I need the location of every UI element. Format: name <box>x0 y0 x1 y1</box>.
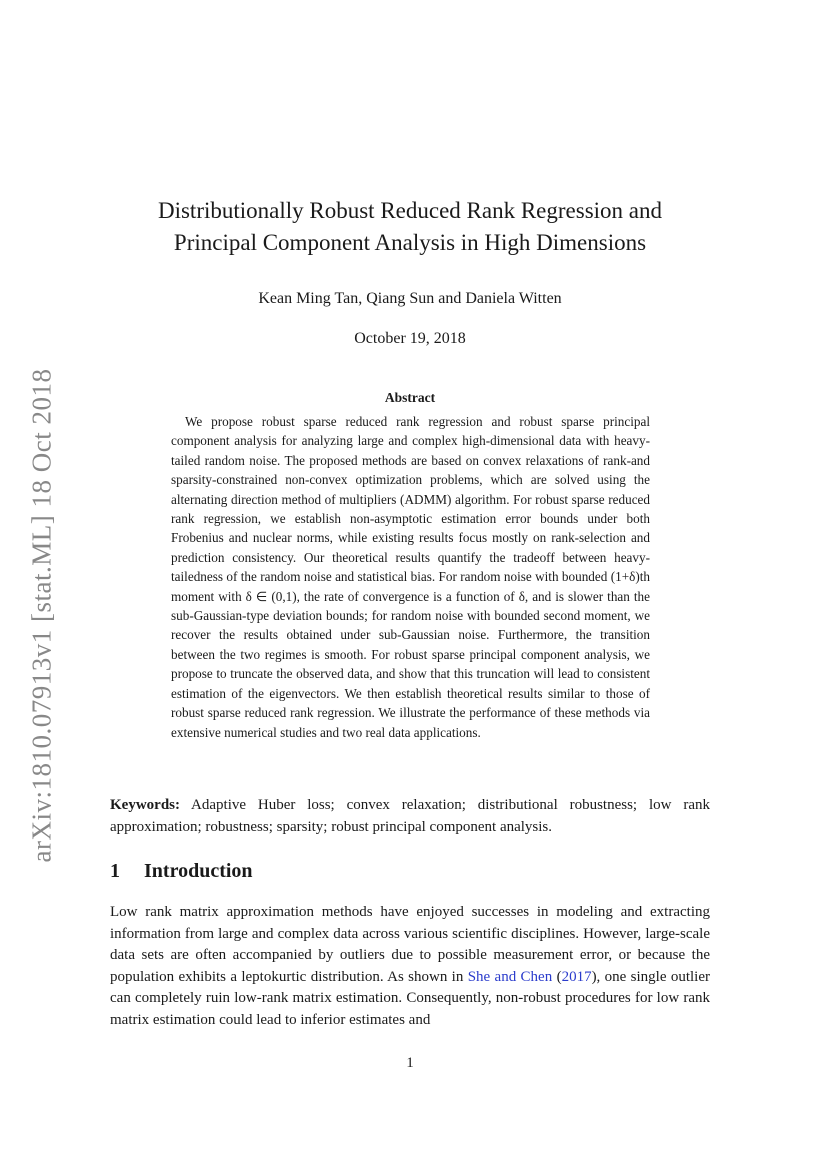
author-list: Kean Ming Tan, Qiang Sun and Daniela Witten <box>258 290 562 307</box>
section-number: 1 <box>110 860 120 882</box>
arxiv-identifier: arXiv:1810.07913v1 [stat.ML] 18 Oct 2018 <box>26 368 57 862</box>
intro-text-end: ), one single outlier can completely ruin low-rank matrix estimation. Consequently, non-robust procedures for low rank matrix estimation could lead to inferior estimates and <box>110 968 710 1028</box>
abstract-heading: Abstract <box>384 390 436 405</box>
introduction-paragraph <box>110 902 710 1032</box>
citation-open-paren: ( <box>552 968 562 985</box>
paper-title <box>110 195 710 259</box>
title-line-1: Distributionally Robust Reduced Rank Regression and <box>157 198 663 223</box>
intro-text-start: Low rank matrix approximation methods have enjoyed successes in modeling and extracting information from large and complex data across various scientific disciplines. However, large-scale data sets are often accompanied by outliers due to possible measurement error, or because the population exhibits a leptokurtic distribution. As shown in <box>110 904 710 985</box>
abstract-text: We propose robust sparse reduced rank regression and robust sparse principal component analysis for analyzing large and complex high-dimensional data with heavy-tailed random noise. The proposed methods are based on convex relaxations of rank-and sparsity-constrained non-convex optimization problems, which are solved using the alternating direction method of multipliers (ADMM) algorithm. For robust sparse reduced rank regression, we establish non-asymptotic estimation error bounds under both Frobenius and nuclear norms, while existing results focus mostly on rank-selection and prediction consistency. Our theoretical results quantify the tradeoff between heavy-tailedness of the random noise and statistical bias. For random noise with bounded (1+δ)th moment with δ ∈ (0,1), the rate of convergence is a function of δ, and is slower than the sub-Gaussian-type deviation bounds; for random noise with bounded second moment, we recover the results obtained under sub-Gaussian noise. Furthermore, the transition between the two regimes is smooth. For robust sparse principal component analysis, we propose to truncate the observed data, and show that this truncation will lead to consistent estimation of the eigenvectors. We then establish theoretical results similar to those of robust sparse reduced rank regression. We illustrate the performance of these methods via extensive numerical studies and two real data applications. <box>171 414 650 740</box>
publication-date: October 19, 2018 <box>354 330 466 347</box>
keywords-paragraph <box>110 794 710 838</box>
section-heading-introduction <box>110 860 253 883</box>
keywords-label: Keywords: <box>110 797 180 813</box>
page-number: 1 <box>406 1055 414 1071</box>
section-title: Introduction <box>144 860 253 882</box>
citation-link-authors[interactable]: She and Chen <box>467 968 553 985</box>
keywords-text: Adaptive Huber loss; convex relaxation; distributional robustness; low rank approximation; robustness; sparsity; robust principal component analysis. <box>110 797 710 835</box>
title-line-2: Principal Component Analysis in High Dimensions <box>173 230 647 255</box>
citation-link-year[interactable]: 2017 <box>561 968 592 985</box>
arxiv-side-stamp <box>22 355 62 875</box>
